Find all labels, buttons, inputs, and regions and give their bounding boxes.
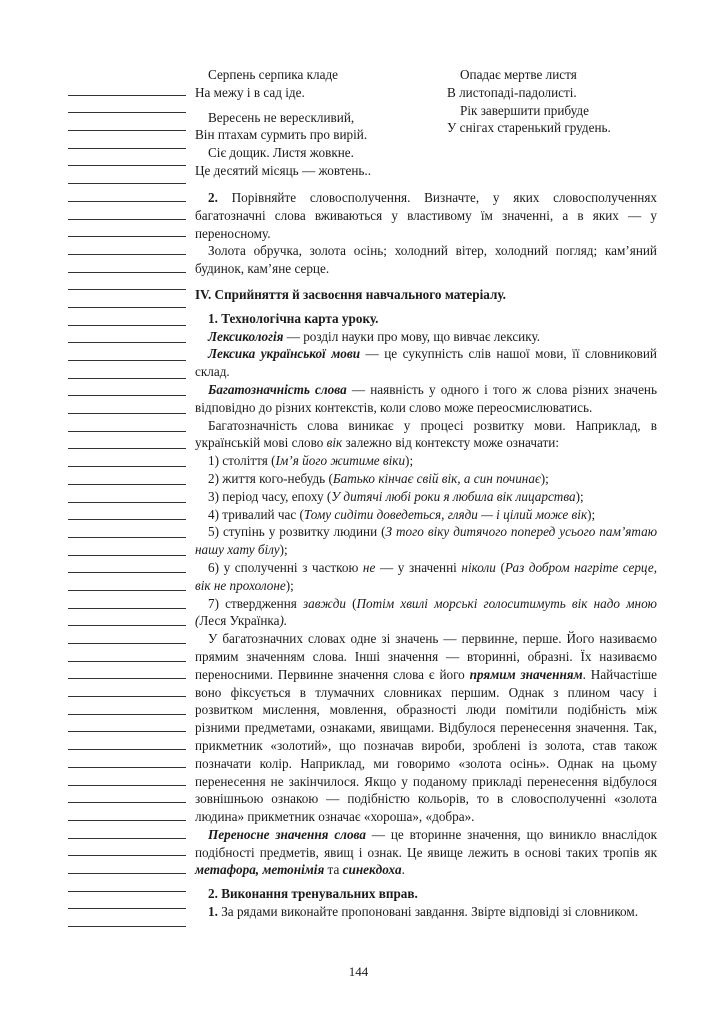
task-2-examples: Золота обручка, золота осінь; холодний вітер, холодний погляд; кам’яний будинок, кам’яне серце. xyxy=(195,243,657,277)
poem-left-column xyxy=(195,66,435,180)
term: прямим значенням xyxy=(469,666,583,682)
poem-right-column xyxy=(447,66,662,137)
subsection-heading: 1. Технологічна карта уроку. xyxy=(208,310,379,326)
page-number: 144 xyxy=(348,964,369,979)
term: Лексикологія xyxy=(208,328,284,344)
poem-line: Він птахам сурмить про вирій. xyxy=(195,127,368,143)
meaning-item: 5) ступінь у розвитку людини (З того віку дитячого поперед усього пам’ятаю нашу хату білу); xyxy=(195,524,657,558)
exercise-1: 1. За рядами виконайте пропоновані завдання. Звірте відповіді зі словником. xyxy=(208,904,639,920)
definition-lexicology: Лексикологія — розділ науки про мову, що вивчає лексику. xyxy=(208,328,541,344)
meaning-item: 6) у сполученні з часткою не — у значенні ніколи (Раз добром нагріте серце, вік не прохолоне); xyxy=(195,559,657,593)
poem-line: Вересень не верескливий, xyxy=(208,109,355,125)
term: Переносне значення слова xyxy=(208,826,366,842)
task-number: 2. xyxy=(208,190,218,205)
poem-line: Це десятий місяць — жовтень.. xyxy=(195,162,371,178)
poem-line: У снігах старенький грудень. xyxy=(447,120,611,136)
meaning-item: 7) ствердження завжди (Потім хвилі морські голоситимуть вік надо мною (Леся Українка). xyxy=(195,595,657,629)
figurative-meaning-paragraph: Переносне значення слова — це вторинне значення, що виникло внаслідок подібності предметів, явищ і ознак. Це явище лежить в основі таких тропів як метафора, метонімія та синекдоха. xyxy=(195,826,657,878)
task-2 xyxy=(195,189,657,242)
meaning-item: 2) життя кого-небудь (Батько кінчає свій вік, а син починає); xyxy=(208,470,549,486)
meaning-item: 4) тривалий час (Тому сидіти доведеться, гляди — і цілий може вік); xyxy=(208,506,596,522)
poem-line: Серпень серпика кладе xyxy=(208,67,339,82)
task-text: Порівняйте словосполучення. Визначте, у яких словосполученнях багатозначні слова вживаються у властивому їм значенні, а в яких — у переносному. xyxy=(195,190,657,241)
direct-meaning-paragraph: У багатозначних словах одне зі значень — первинне, перше. Його називаємо прямим значенням слова. Інші значення — вторинні, образні. Їх називаємо переносними. Первинне значення слова є його прямим значенням. Найчастіше воно фіксується в тлумачних словниках першим. Однак з плином часу і розвитком мислення, мовлення, образності люди помітили подібність між різними предметами, ознаками, явищами. Відбулося перенесення значення. Так, прикметник «золотий», що позначав вироби, зроблені із золота, став також позначати колір. Наприклад, ми говоримо «золота осінь». Однак на цьому перенесення не закінчилося. Якщо у поданому прикладі перенесення відбулося зовнішньою ознакою — подібністю кольорів, то в словосполученні «золота людина» прикметник означає «хороша», «добра». xyxy=(195,631,658,825)
meaning-item: 3) період часу, епоху (У дитячі любі роки я любила вік лицарства); xyxy=(208,488,584,504)
margin-note-lines xyxy=(68,78,186,927)
poem xyxy=(195,66,657,186)
page-content xyxy=(195,66,657,921)
definition-polysemy: Багатозначність слова — наявність у одного і того ж слова різних значень відповідно до різних контекстів, коли слово може переосмислюватись. xyxy=(195,381,657,415)
poem-line: Сіє дощик. Листя жовкне. xyxy=(208,145,354,161)
definition-vocabulary: Лексика української мови — це сукупність слів нашої мови, її словниковий склад. xyxy=(195,346,657,380)
term: Багатозначність слова xyxy=(208,381,347,397)
poem-line: В листопаді-падолисті. xyxy=(447,84,577,100)
polysemy-origin: Багатозначність слова виникає у процесі розвитку мови. Наприклад, в українській мові слово вік залежно від контексту може означати: xyxy=(195,417,657,451)
subsection-heading: 2. Виконання тренувальних вправ. xyxy=(208,886,418,902)
section-heading: IV. Сприйняття й засвоєння навчального матеріалу. xyxy=(195,286,506,302)
poem-line: Рік завершити прибуде xyxy=(460,102,589,118)
poem-line: Опадає мертве листя xyxy=(460,67,577,82)
poem-line: На межу і в сад іде. xyxy=(195,84,305,100)
term: Лексика української мови xyxy=(208,346,361,362)
meaning-item: 1) століття (Ім’я його житиме віки); xyxy=(208,453,414,469)
